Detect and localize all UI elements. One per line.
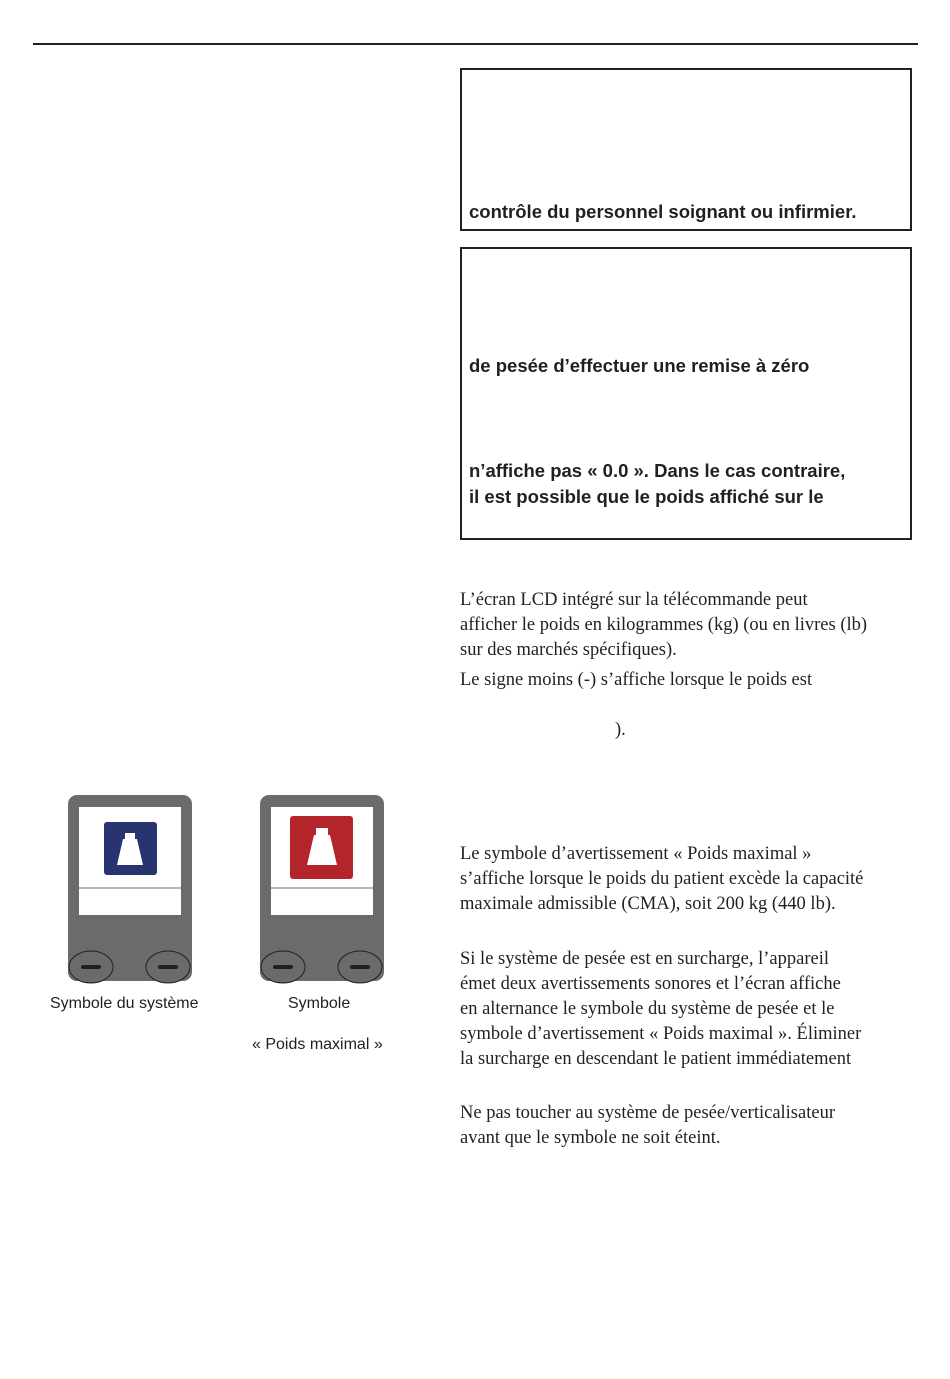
paragraph-line: Le signe moins (-) s’affiche lorsque le poids est (460, 670, 813, 690)
paragraph-line: ). (615, 720, 626, 740)
paragraph-line: Le symbole d’avertissement « Poids maximal » (460, 844, 812, 864)
caution-box-2-line: il est possible que le poids affiché sur le (469, 486, 824, 507)
paragraph-line: sur des marchés spécifiques). (460, 640, 677, 660)
caution-box-2-line: n’affiche pas « 0.0 ». Dans le cas contraire, (469, 460, 846, 481)
paragraph-line: Ne pas toucher au système de pesée/verticalisateur (460, 1103, 835, 1123)
caution-box-2-line: de pesée d’effectuer une remise à zéro (469, 355, 810, 376)
weight-icon (104, 822, 157, 875)
paragraph-line: avant que le symbole ne soit éteint. (460, 1128, 721, 1148)
paragraph-line: symbole d’avertissement « Poids maximal ». Éliminer (460, 1024, 862, 1044)
remote-max-weight-symbol-illustration (259, 795, 387, 987)
remote-system-symbol-illustration (67, 795, 195, 987)
paragraph-line: L’écran LCD intégré sur la télécommande peut (460, 590, 808, 610)
caution-box-1 (460, 68, 912, 231)
caution-box-1-line: contrôle du personnel soignant ou infirmier. (469, 201, 857, 222)
paragraph-line: la surcharge en descendant le patient immédiatement (460, 1049, 852, 1069)
caption-system-symbol: Symbole du système (50, 995, 199, 1012)
weight-warning-icon (290, 816, 353, 879)
paragraph-line: en alternance le symbole du système de pesée et le (460, 999, 835, 1019)
caution-box-2 (460, 247, 912, 540)
paragraph-line: afficher le poids en kilogrammes (kg) (ou en livres (lb) (460, 615, 868, 635)
caption-max-weight-line1: Symbole (288, 995, 351, 1012)
paragraph-line: Si le système de pesée est en surcharge, l’appareil (460, 949, 830, 969)
caption-max-weight-line2: « Poids maximal » (252, 1036, 383, 1053)
header-rule (33, 43, 918, 45)
paragraph-line: s’affiche lorsque le poids du patient excède la capacité (460, 869, 864, 889)
paragraph-line: émet deux avertissements sonores et l’écran affiche (460, 974, 841, 994)
paragraph-line: maximale admissible (CMA), soit 200 kg (440 lb). (460, 894, 836, 914)
